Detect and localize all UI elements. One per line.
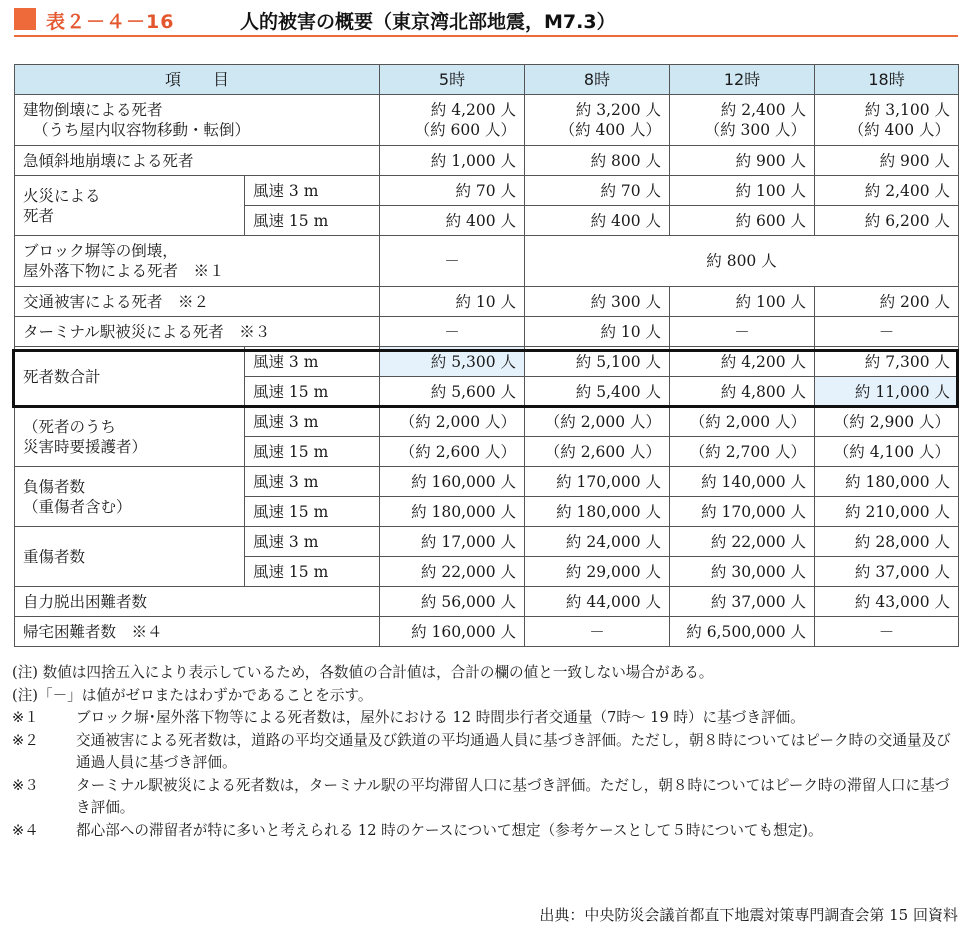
wind-label: 風速 3 m	[245, 407, 380, 437]
cell: 約 37,000 人	[815, 557, 959, 587]
cell: （約 2,600 人）	[380, 437, 525, 467]
cell: 約 400 人	[525, 206, 670, 236]
footnotes	[12, 662, 962, 842]
cell: 約 70 人	[380, 176, 525, 206]
cell: 約 44,000 人	[525, 587, 670, 617]
cell: 約 180,000 人	[815, 467, 959, 497]
cell: 約 6,500,000 人	[670, 617, 815, 647]
cell: －	[380, 236, 525, 287]
cell: （約 2,900 人）	[815, 407, 959, 437]
cell: 約 4,200 人 （約 600 人）	[380, 95, 525, 146]
table-title: 人的被害の概要（東京湾北部地震，M7.3）	[240, 11, 616, 33]
cell: 約 6,200 人	[815, 206, 959, 236]
footnote: ※２ 交通被害による死者数は，道路の平均交通量及び鉄道の平均通過人員に基づき評価。ただし，朝８時についてはピーク時の交通量及び通過人員に基づき評価。	[12, 731, 951, 771]
cell: 約 900 人	[670, 146, 815, 176]
cell: 約 30,000 人	[670, 557, 815, 587]
cell: 約 300 人	[525, 287, 670, 317]
cell: （約 2,600 人）	[525, 437, 670, 467]
wind-label: 風速 3 m	[245, 347, 380, 377]
caption-marker	[14, 8, 36, 30]
row-label: ブロック塀等の倒壊， 屋外落下物による死者 ※１	[15, 236, 380, 287]
cell: （約 4,100 人）	[815, 437, 959, 467]
table-row	[15, 407, 959, 437]
table-caption	[14, 6, 958, 34]
cell: 約 10 人	[525, 317, 670, 347]
cell: －	[380, 317, 525, 347]
cell: 約 22,000 人	[380, 557, 525, 587]
cell: 約 180,000 人	[525, 497, 670, 527]
cell: 約 22,000 人	[670, 527, 815, 557]
row-label: 火災による 死者	[15, 176, 245, 236]
wind-label: 風速 15 m	[245, 497, 380, 527]
table-row	[15, 467, 959, 497]
wind-label: 風速 15 m	[245, 377, 380, 407]
cell: －	[670, 317, 815, 347]
cell: 約 5,600 人	[380, 377, 525, 407]
cell: 約 28,000 人	[815, 527, 959, 557]
row-label: 重傷者数	[15, 527, 245, 587]
cell: －	[815, 617, 959, 647]
cell: 約 100 人	[670, 287, 815, 317]
cell: 約 600 人	[670, 206, 815, 236]
footnote: ※１ ブロック塀･屋外落下物等による死者数は，屋外における 12 時間歩行者交通量（7時～ 19 時）に基づき評価。	[12, 709, 805, 726]
row-label: ターミナル駅被災による死者 ※３	[15, 317, 380, 347]
footnote: (注)「－」は値がゼロまたはわずかであることを示す。	[12, 686, 373, 704]
header-12: 12時	[670, 65, 815, 95]
table-row	[15, 236, 959, 287]
table-row	[15, 146, 959, 176]
row-label: 負傷者数 （重傷者含む）	[15, 467, 245, 527]
cell: 約 10 人	[380, 287, 525, 317]
row-label: 帰宅困難者数 ※４	[15, 617, 380, 647]
wind-label: 風速 3 m	[245, 527, 380, 557]
cell: 約 800 人	[525, 146, 670, 176]
cell: 約 4,200 人	[670, 347, 815, 377]
caption-rule	[14, 35, 958, 37]
cell: 約 7,300 人	[815, 347, 959, 377]
cell: 約 210,000 人	[815, 497, 959, 527]
table-row	[15, 176, 959, 206]
cell: （約 2,000 人）	[670, 407, 815, 437]
cell: 約 3,200 人 （約 400 人）	[525, 95, 670, 146]
cell: 約 170,000 人	[525, 467, 670, 497]
table-row	[15, 95, 959, 146]
cell: 約 37,000 人	[670, 587, 815, 617]
row-label: 交通被害による死者 ※２	[15, 287, 380, 317]
wind-label: 風速 15 m	[245, 557, 380, 587]
footnote: ※３ ターミナル駅被災による死者数は，ターミナル駅の平均滞留人口に基づき評価。ただし，朝８時についてはピーク時の滞留人口に基づき評価。	[12, 776, 950, 816]
header-item: 項 目	[15, 65, 380, 95]
cell: （約 2,700 人）	[670, 437, 815, 467]
cell: 約 4,800 人	[670, 377, 815, 407]
cell: 約 70 人	[525, 176, 670, 206]
row-label: 自力脱出困難者数	[15, 587, 380, 617]
casualty-table	[14, 64, 959, 647]
cell: 約 160,000 人	[380, 467, 525, 497]
cell: 約 24,000 人	[525, 527, 670, 557]
header-5: 5時	[380, 65, 525, 95]
cell: －	[815, 317, 959, 347]
cell: 約 5,100 人	[525, 347, 670, 377]
row-label: 死者数合計	[15, 347, 245, 407]
cell: 約 43,000 人	[815, 587, 959, 617]
merged-cell: 約 800 人	[525, 236, 959, 287]
row-label: （死者のうち 災害時要援護者）	[15, 407, 245, 467]
cell: －	[525, 617, 670, 647]
cell: 約 100 人	[670, 176, 815, 206]
cell: 約 160,000 人	[380, 617, 525, 647]
cell: （約 2,000 人）	[380, 407, 525, 437]
cell: 約 3,100 人 （約 400 人）	[815, 95, 959, 146]
cell: 約 180,000 人	[380, 497, 525, 527]
cell: 約 17,000 人	[380, 527, 525, 557]
cell: 約 400 人	[380, 206, 525, 236]
cell: 約 11,000 人	[815, 377, 959, 407]
table-row	[15, 617, 959, 647]
table-row	[15, 287, 959, 317]
table-number: 表２－４－16	[46, 11, 175, 33]
table-row	[15, 347, 959, 377]
header-row	[15, 65, 959, 95]
header-8: 8時	[525, 65, 670, 95]
cell: 約 170,000 人	[670, 497, 815, 527]
cell: 約 900 人	[815, 146, 959, 176]
footnote: ※４ 都心部への滞留者が特に多いと考えられる 12 時のケースについて想定（参考ケースとして５時についても想定)。	[12, 821, 823, 839]
header-18: 18時	[815, 65, 959, 95]
cell: 約 56,000 人	[380, 587, 525, 617]
table-row	[15, 317, 959, 347]
cell: 約 1,000 人	[380, 146, 525, 176]
table-row	[15, 527, 959, 557]
cell: 約 5,300 人	[380, 347, 525, 377]
row-label: 建物倒壊による死者 （うち屋内収容物移動・転倒）	[15, 95, 380, 146]
row-label: 急傾斜地崩壊による死者	[15, 146, 380, 176]
wind-label: 風速 15 m	[245, 437, 380, 467]
table-row	[15, 587, 959, 617]
wind-label: 風速 3 m	[245, 176, 380, 206]
cell: 約 5,400 人	[525, 377, 670, 407]
wind-label: 風速 15 m	[245, 206, 380, 236]
cell: 約 2,400 人 （約 300 人）	[670, 95, 815, 146]
source-credit: 出典：中央防災会議首都直下地震対策専門調査会第 15 回資料	[539, 906, 958, 924]
cell: 約 200 人	[815, 287, 959, 317]
wind-label: 風速 3 m	[245, 467, 380, 497]
cell: 約 2,400 人	[815, 176, 959, 206]
cell: 約 140,000 人	[670, 467, 815, 497]
cell: （約 2,000 人）	[525, 407, 670, 437]
footnote: (注) 数値は四捨五入により表示しているため，各数値の合計値は，合計の欄の値と一致しない場合がある。	[12, 664, 714, 681]
cell: 約 29,000 人	[525, 557, 670, 587]
